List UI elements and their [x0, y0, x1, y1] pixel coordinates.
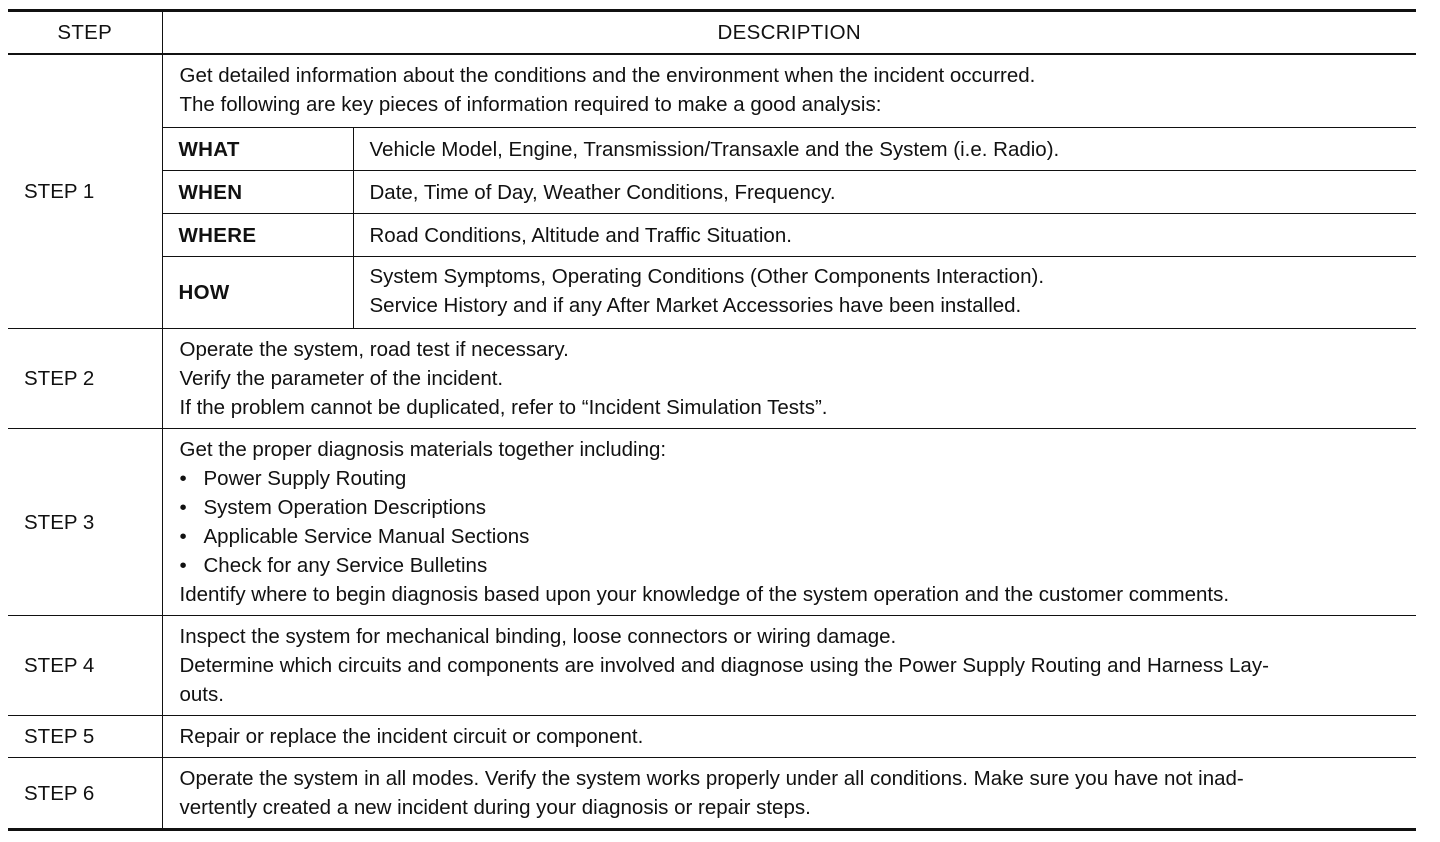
diagnostic-steps-table — [8, 9, 1416, 831]
info-key: HOW — [163, 257, 354, 329]
table-header-row — [8, 11, 1416, 55]
step-row-6 — [8, 758, 1416, 830]
info-value — [353, 257, 1416, 329]
step-description — [162, 758, 1416, 830]
step-row-1 — [8, 54, 1416, 329]
step-description — [162, 54, 1416, 329]
info-row-what — [163, 128, 1417, 171]
step-description — [162, 716, 1416, 758]
step-text-line: Determine which circuits and components are involved and diagnose using the Power Supply Routing and Harness Lay- — [179, 654, 1269, 677]
bullet-item: • System Operation Descriptions — [180, 493, 1407, 522]
info-value-line: Road Conditions, Altitude and Traffic Situation. — [369, 223, 792, 247]
bullet-item: • Check for any Service Bulletins — [180, 551, 1407, 580]
info-value — [353, 214, 1416, 257]
step-text-line: Operate the system, road test if necessary. — [179, 338, 569, 361]
step-label: STEP 1 — [8, 54, 162, 329]
step-text-line: outs. — [179, 683, 224, 706]
info-value-line: Service History and if any After Market Accessories have been installed. — [369, 294, 1022, 317]
header-step: STEP — [8, 11, 162, 55]
info-key: WHAT — [163, 128, 354, 171]
step-label: STEP 5 — [8, 716, 162, 758]
step-row-4 — [8, 616, 1416, 716]
diagnostic-steps-document — [8, 9, 1416, 831]
step-text-line: Get detailed information about the conditions and the environment when the incident occurred. — [179, 64, 1036, 87]
step-text-line: Get the proper diagnosis materials together including: — [179, 438, 667, 461]
info-value — [353, 128, 1416, 171]
key-information-table — [163, 127, 1417, 328]
step-label: STEP 2 — [8, 329, 162, 429]
header-description: DESCRIPTION — [162, 11, 1416, 55]
step-text-line: If the problem cannot be duplicated, refer to “Incident Simulation Tests”. — [179, 396, 828, 419]
bullet-item: • Power Supply Routing — [180, 464, 1407, 493]
info-key: WHEN — [163, 171, 354, 214]
step-label: STEP 4 — [8, 616, 162, 716]
info-key: WHERE — [163, 214, 354, 257]
step-label: STEP 6 — [8, 758, 162, 830]
step-text-line: The following are key pieces of information required to make a good analysis: — [179, 93, 882, 116]
bullet-item: • Applicable Service Manual Sections — [180, 522, 1407, 551]
step-label: STEP 3 — [8, 429, 162, 616]
info-value — [353, 171, 1416, 214]
step-description — [162, 616, 1416, 716]
step-text-line: vertently created a new incident during your diagnosis or repair steps. — [179, 796, 811, 819]
step-row-2 — [8, 329, 1416, 429]
step-text-line: Verify the parameter of the incident. — [179, 367, 504, 390]
info-value-line: Vehicle Model, Engine, Transmission/Transaxle and the System (i.e. Radio). — [369, 137, 1060, 161]
info-value-line: System Symptoms, Operating Conditions (Other Components Interaction). — [369, 265, 1045, 288]
info-row-how — [163, 257, 1417, 329]
step-1-intro — [163, 55, 1417, 127]
step-row-5 — [8, 716, 1416, 758]
step-row-3 — [8, 429, 1416, 616]
step-description — [162, 429, 1416, 616]
step-text-line: Repair or replace the incident circuit or component. — [179, 725, 644, 748]
step-text-line: Inspect the system for mechanical binding, loose connectors or wiring damage. — [179, 625, 897, 648]
info-row-where — [163, 214, 1417, 257]
step-description — [162, 329, 1416, 429]
step-text-line: Identify where to begin diagnosis based upon your knowledge of the system operation and the customer comments. — [179, 583, 1230, 606]
info-value-line: Date, Time of Day, Weather Conditions, Frequency. — [369, 180, 836, 204]
info-row-when — [163, 171, 1417, 214]
step-text-line: Operate the system in all modes. Verify the system works properly under all conditions. Make sure you have not inad- — [179, 767, 1244, 790]
